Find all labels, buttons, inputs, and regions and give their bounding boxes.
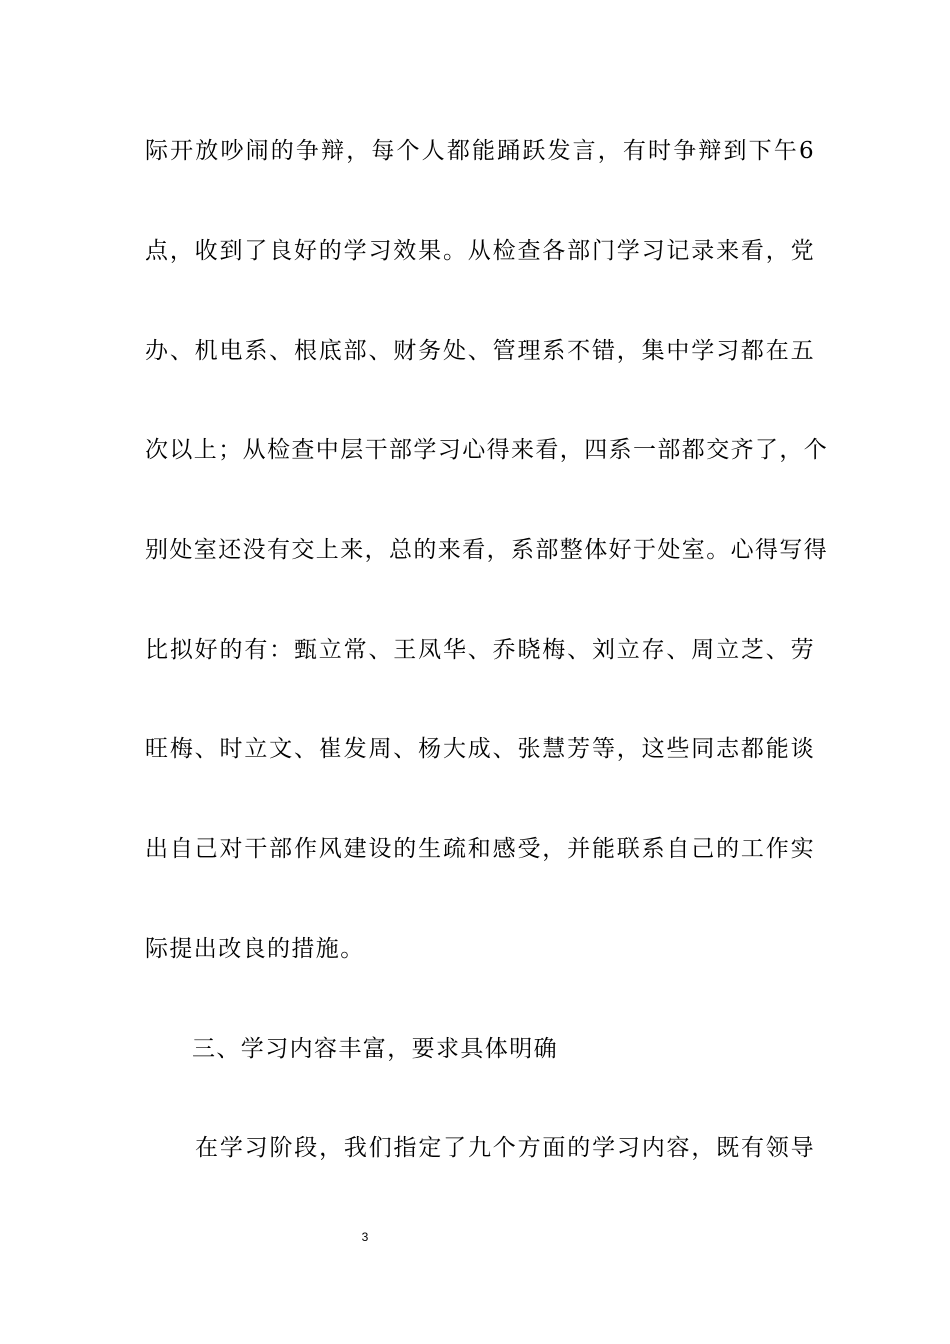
paragraph-first-line: 在学习阶段，我们指定了九个方面的学习内容，既有领导 [195,1135,815,1161]
body-text-line-4: 次以上；从检查中层干部学习心得来看，四系一部都交齐了，个 [145,437,829,463]
body-text-line-5: 别处室还没有交上来，总的来看，系部整体好于处室。心得写得 [145,537,829,563]
section-heading: 三、学习内容丰富，要求具体明确 [192,1036,558,1062]
body-text-line-8: 出自己对干部作风建设的生疏和感受，并能联系自己的工作实 [145,836,815,862]
body-text-line-9: 际提出改良的措施。 [145,936,365,962]
body-text-line-7: 旺梅、时立文、崔发周、杨大成、张慧芳等，这些同志都能谈 [145,736,815,762]
body-text-line-6: 比拟好的有：甄立常、王凤华、乔晓梅、刘立存、周立芝、劳 [145,637,815,663]
page-number: 3 [361,1230,369,1244]
body-text-line-2: 点，收到了良好的学习效果。从检查各部门学习记录来看，党 [145,238,815,264]
body-text-line-3: 办、机电系、根底部、财务处、管理系不错，集中学习都在五 [145,338,815,364]
body-text-line-1: 际开放吵闹的争辩，每个人都能踊跃发言，有时争辩到下午6 [145,138,815,164]
